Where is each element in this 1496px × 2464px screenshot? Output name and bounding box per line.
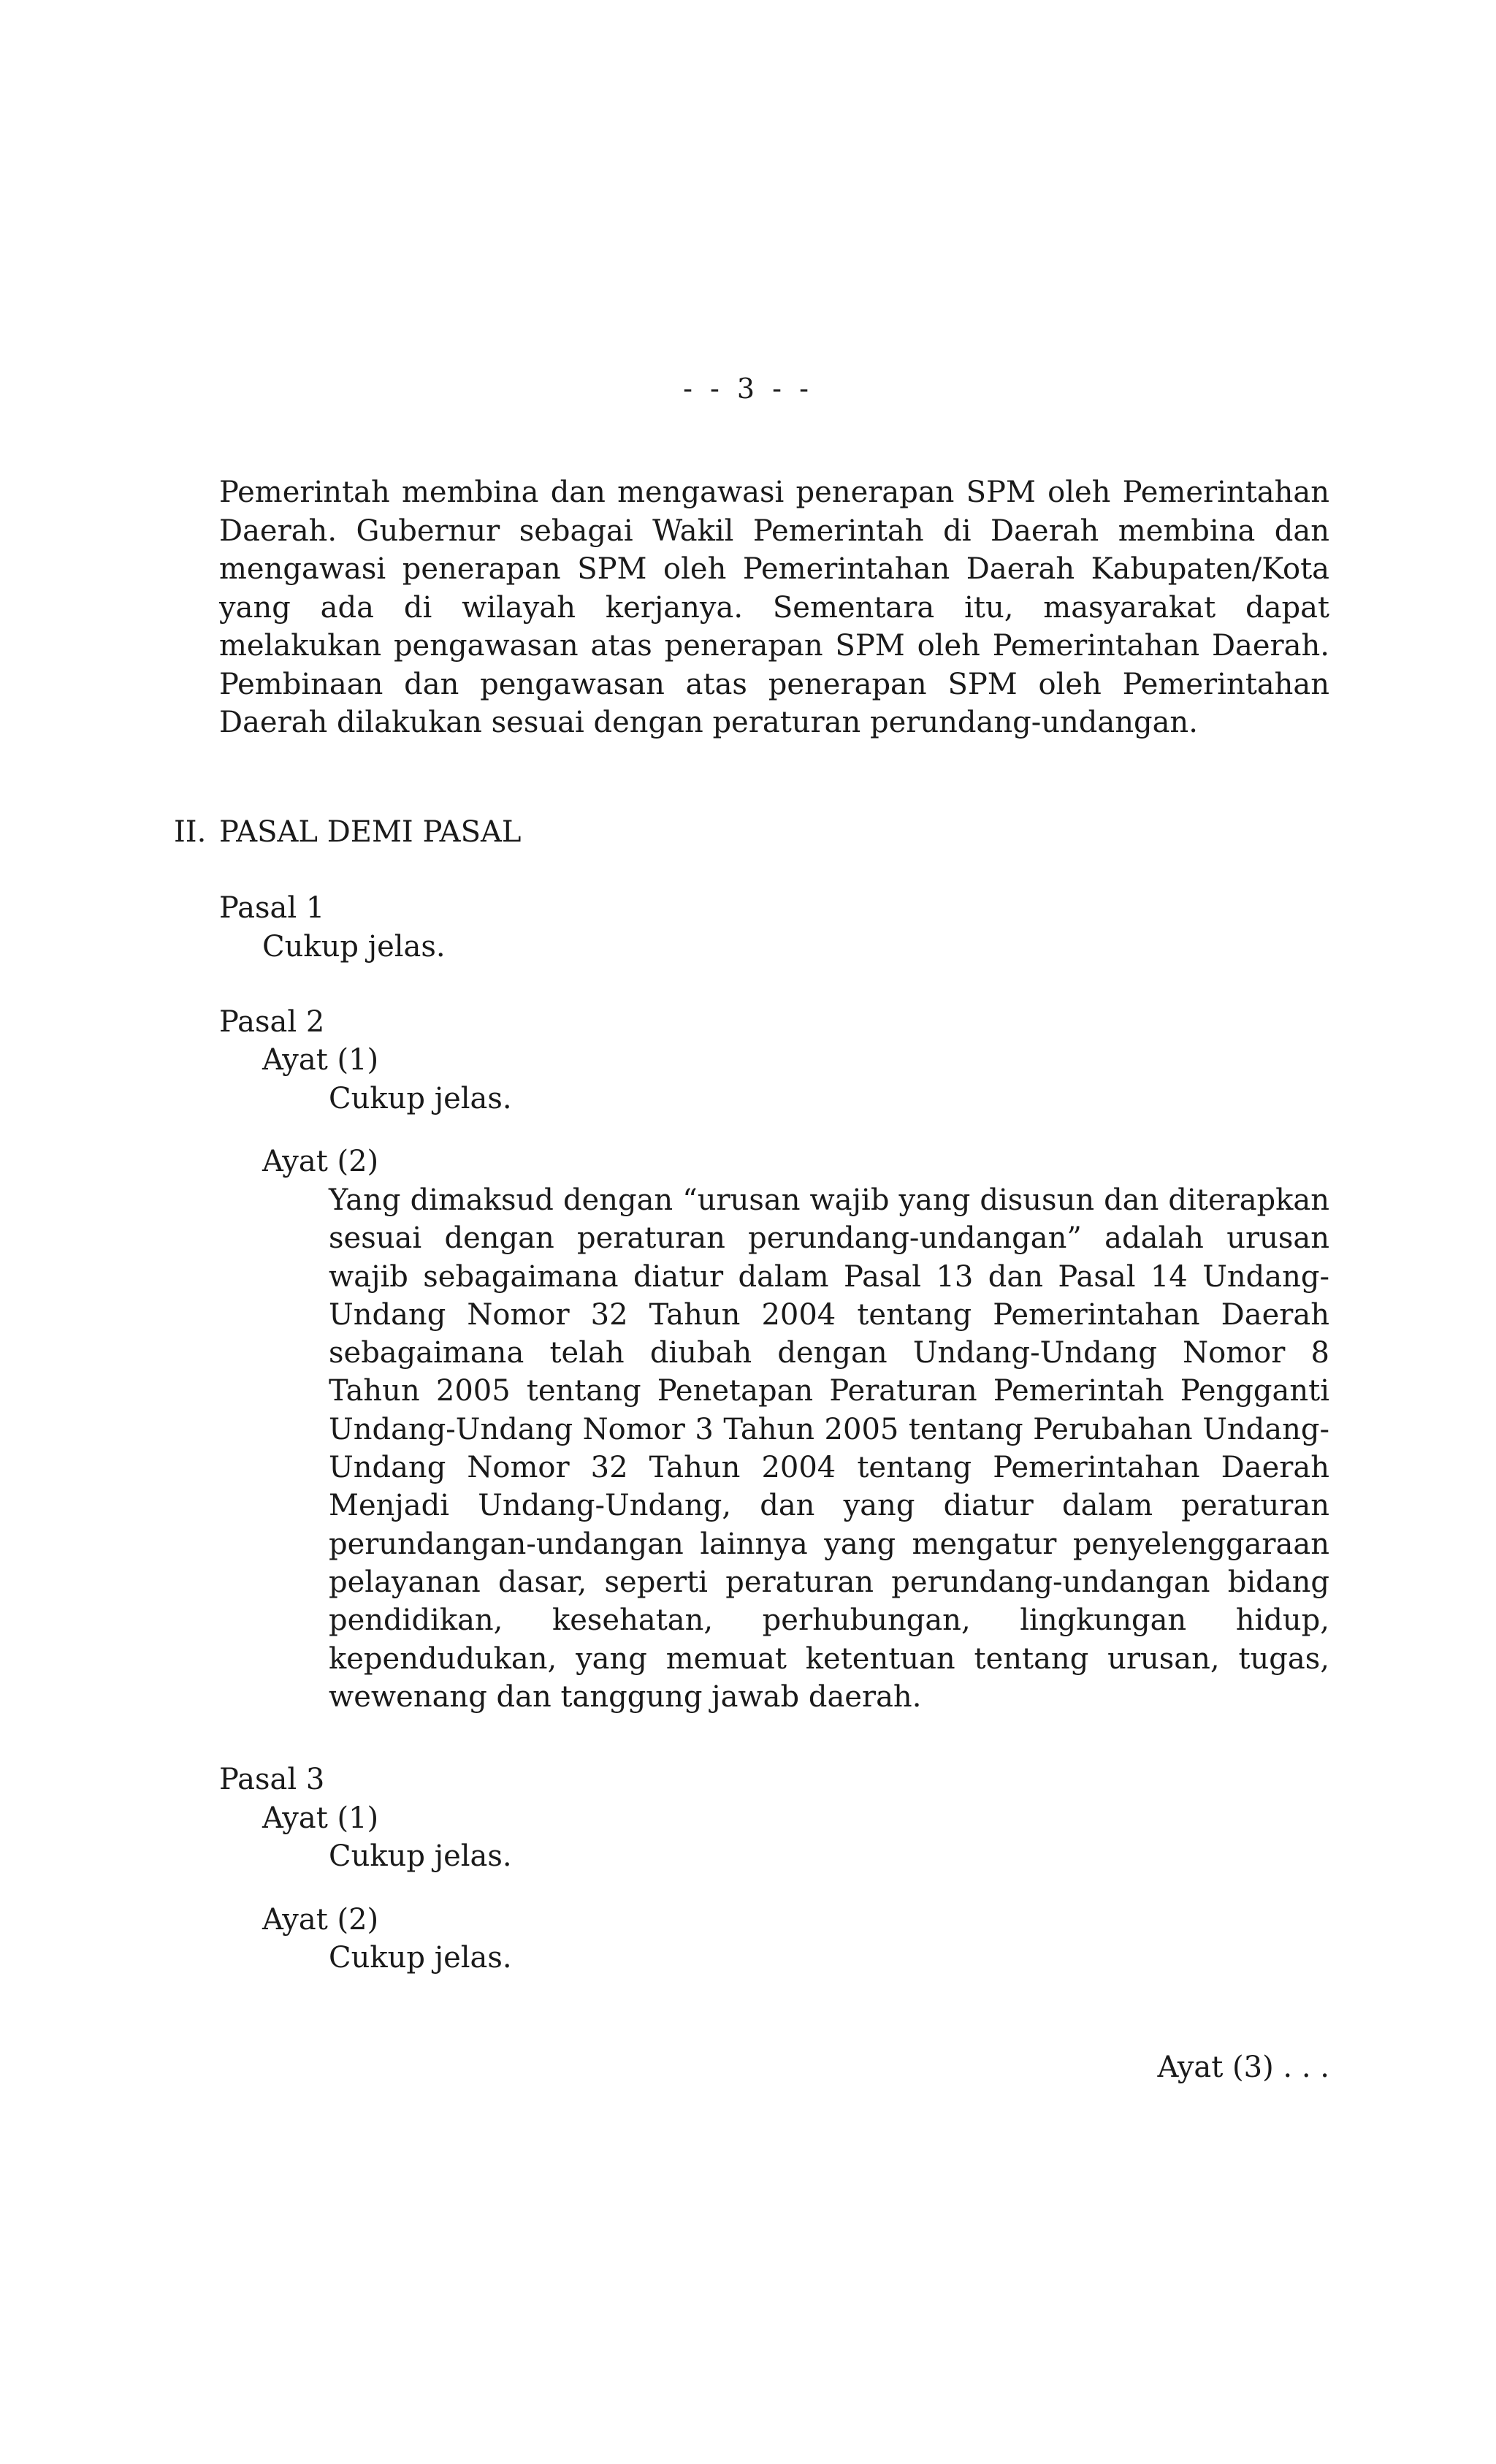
pasal-1-text: Cukup jelas. [262,930,446,964]
pasal-3-ayat-2-text: Cukup jelas. [329,1941,512,1975]
pasal-2-ayat-1-title: Ayat (1) [262,1043,379,1077]
pasal-3-ayat-1-text: Cukup jelas. [329,1839,512,1873]
pasal-3-ayat-1-title: Ayat (1) [262,1801,379,1835]
pasal-3-title: Pasal 3 [219,1763,325,1796]
pasal-3-ayat-2-title: Ayat (2) [262,1903,379,1937]
pasal-2-ayat-2-title: Ayat (2) [262,1145,379,1178]
pasal-2-title: Pasal 2 [219,1005,325,1039]
section-number: II. [174,815,207,849]
intro-paragraph: Pemerintah membina dan mengawasi penerapan SPM oleh Pemerintahan Daerah. Gubernur sebagai Wakil Pemerintah di Daerah membina dan mengawasi penerapan SPM oleh Pemerintahan Daerah Kabupaten/Kota yang ada di wilayah kerjanya. Sementara itu, masyarakat dapat melakukan pengawasan atas penerapan SPM oleh Pemerintahan Daerah. Pembinaan dan pengawasan atas penerapan SPM oleh Pemerintahan Daerah dilakukan sesuai dengan peraturan perundang-undangan. [219,476,1329,739]
continuation-marker: Ayat (3) . . . [1157,2051,1329,2084]
pasal-2-ayat-2-text: Yang dimaksud dengan “urusan wajib yang disusun dan diterapkan sesuai dengan peraturan perundang-undangan” adalah urusan wajib sebagaimana diatur dalam Pasal 13 dan Pasal 14 Undang-Undang Nomor 32 Tahun 2004 tentang Pemerintahan Daerah sebagaimana telah diubah dengan Undang-Undang Nomor 8 Tahun 2005 tentang Penetapan Peraturan Pemerintah Pengganti Undang-Undang Nomor 3 Tahun 2005 tentang Perubahan Undang-Undang Nomor 32 Tahun 2004 tentang Pemerintahan Daerah Menjadi Undang-Undang, dan yang diatur dalam peraturan perundangan-undangan lainnya yang mengatur penyelenggaraan pelayanan dasar, seperti peraturan perundang-undangan bidang pendidikan, kesehatan, perhubungan, lingkungan hidup, kependudukan, yang memuat ketentuan tentang urusan, tugas, wewenang dan tanggung jawab daerah. [329,1183,1329,1714]
page-number: - - 3 - - [683,373,813,405]
section-heading [174,813,521,851]
section-title: PASAL DEMI PASAL [219,815,522,849]
pasal-2-ayat-1-text: Cukup jelas. [329,1082,512,1115]
pasal-1-title: Pasal 1 [219,891,325,925]
